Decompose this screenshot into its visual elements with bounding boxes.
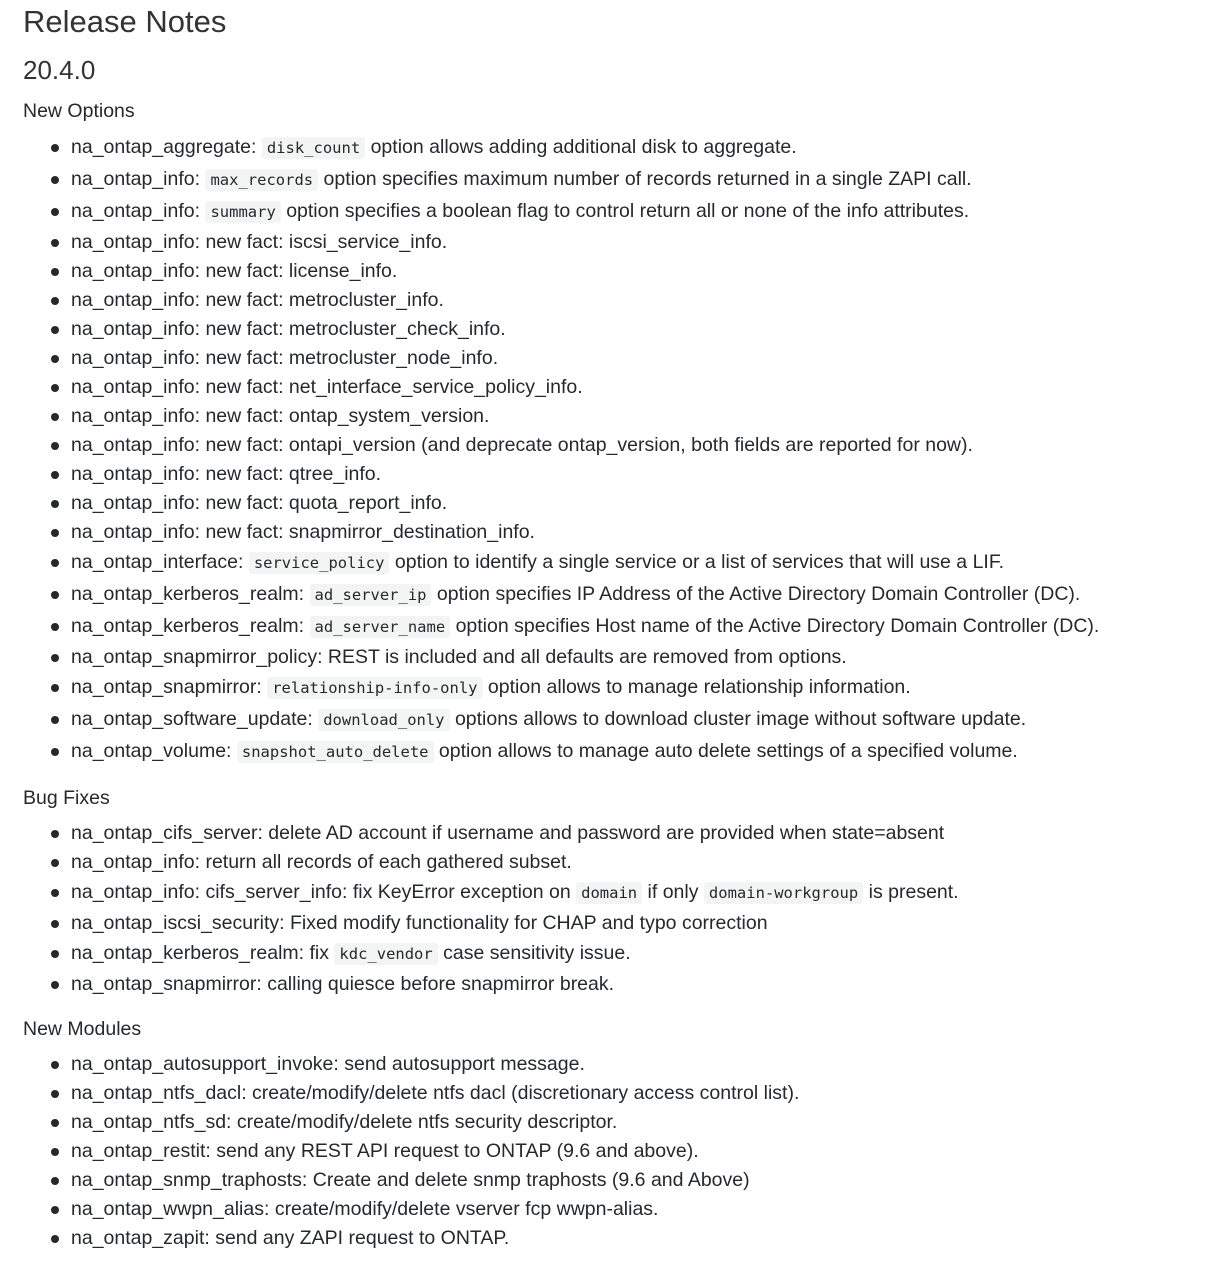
item-text: na_ontap_info: new fact: metrocluster_node_info. [71, 347, 499, 369]
list-item [51, 1224, 1209, 1253]
item-text: option allows to manage relationship information. [482, 676, 911, 698]
inline-code: kdc_vendor [334, 943, 437, 965]
item-text: na_ontap_info: new fact: ontap_system_version. [71, 405, 490, 427]
item-text: na_ontap_info: new fact: snapmirror_destination_info. [71, 521, 535, 543]
item-text: na_ontap_snmp_traphosts: Create and delete snmp traphosts (9.6 and Above) [71, 1169, 750, 1191]
item-text: na_ontap_software_update: [71, 708, 319, 730]
list-item [51, 1108, 1209, 1137]
inline-code: download_only [318, 709, 449, 731]
item-text: option specifies maximum number of records returned in a single ZAPI call. [318, 168, 972, 190]
item-text: na_ontap_info: new fact: iscsi_service_info. [71, 231, 448, 253]
item-text: na_ontap_ntfs_dacl: create/modify/delete ntfs dacl (discretionary access control list). [71, 1082, 800, 1104]
item-text: na_ontap_info: return all records of each gathered subset. [71, 851, 572, 873]
section-new-options [23, 98, 1209, 768]
list-item [51, 547, 1209, 579]
item-text: option to identify a single service or a list of services that will use a LIF. [389, 551, 1005, 573]
item-text: na_ontap_snapmirror_policy: REST is included and all defaults are removed from options. [71, 646, 847, 668]
item-text: na_ontap_kerberos_realm: fix [71, 942, 335, 964]
item-text: option specifies a boolean flag to control return all or none of the info attributes. [280, 200, 970, 222]
list-item [51, 373, 1209, 402]
item-text: na_ontap_iscsi_security: Fixed modify functionality for CHAP and typo correction [71, 912, 768, 934]
list-item [51, 228, 1209, 257]
list-item [51, 909, 1209, 938]
bug-fixes-list [23, 819, 1209, 999]
list-item [51, 611, 1209, 643]
list-item [51, 1137, 1209, 1166]
item-text: na_ontap_info: new fact: net_interface_service_policy_info. [71, 376, 583, 398]
inline-code: disk_count [262, 137, 365, 159]
list-item [51, 431, 1209, 460]
inline-code: domain [576, 882, 642, 904]
list-item [51, 704, 1209, 736]
inline-code: snapshot_auto_delete [237, 741, 434, 763]
item-text: na_ontap_volume: [71, 740, 237, 762]
item-text: options allows to download cluster image without software update. [449, 708, 1027, 730]
list-item [51, 1166, 1209, 1195]
inline-code: domain-workgroup [704, 882, 863, 904]
inline-code: ad_server_name [310, 616, 451, 638]
list-item [51, 315, 1209, 344]
new-options-list [23, 132, 1209, 768]
list-item [51, 1079, 1209, 1108]
list-item [51, 196, 1209, 228]
item-text: if only [642, 881, 704, 903]
item-text: na_ontap_kerberos_realm: [71, 583, 310, 605]
item-text: option specifies IP Address of the Active Directory Domain Controller (DC). [431, 583, 1081, 605]
list-item [51, 848, 1209, 877]
list-item [51, 877, 1209, 909]
list-item [51, 579, 1209, 611]
section-new-modules [23, 1016, 1209, 1253]
list-item [51, 1195, 1209, 1224]
item-text: na_ontap_info: new fact: qtree_info. [71, 463, 382, 485]
list-item [51, 819, 1209, 848]
item-text: na_ontap_restit: send any REST API request to ONTAP (9.6 and above). [71, 1140, 699, 1162]
item-text: na_ontap_info: [71, 168, 206, 190]
section-heading: New Options [23, 100, 135, 122]
list-item [51, 402, 1209, 431]
inline-code: summary [205, 201, 280, 223]
inline-code: service_policy [249, 552, 390, 574]
list-item [51, 643, 1209, 672]
item-text: na_ontap_info: new fact: license_info. [71, 260, 398, 282]
list-item [51, 132, 1209, 164]
list-item [51, 938, 1209, 970]
item-text: na_ontap_interface: [71, 551, 249, 573]
item-text: option specifies Host name of the Active Directory Domain Controller (DC). [450, 615, 1100, 637]
list-item [51, 257, 1209, 286]
list-item [51, 489, 1209, 518]
item-text: na_ontap_autosupport_invoke: send autosupport message. [71, 1053, 585, 1075]
section-heading: Bug Fixes [23, 787, 110, 809]
item-text: na_ontap_info: new fact: metrocluster_check_info. [71, 318, 506, 340]
new-modules-list [23, 1050, 1209, 1253]
item-text: na_ontap_kerberos_realm: [71, 615, 310, 637]
item-text: na_ontap_info: new fact: ontapi_version (and deprecate ontap_version, both fields are reported for now). [71, 434, 973, 456]
list-item [51, 970, 1209, 999]
item-text: na_ontap_zapit: send any ZAPI request to ONTAP. [71, 1227, 510, 1249]
item-text: is present. [863, 881, 959, 903]
list-item [51, 344, 1209, 373]
version-heading: 20.4.0 [23, 55, 96, 85]
page-title: Release Notes [23, 4, 227, 39]
item-text: na_ontap_aggregate: [71, 136, 262, 158]
section-heading: New Modules [23, 1018, 142, 1040]
item-text: na_ontap_snapmirror: calling quiesce before snapmirror break. [71, 973, 615, 995]
item-text: option allows adding additional disk to aggregate. [365, 136, 797, 158]
item-text: na_ontap_wwpn_alias: create/modify/delete vserver fcp wwpn-alias. [71, 1198, 659, 1220]
list-item [51, 736, 1209, 768]
list-item [51, 1050, 1209, 1079]
inline-code: relationship-info-only [267, 677, 482, 699]
list-item [51, 672, 1209, 704]
item-text: na_ontap_info: new fact: quota_report_info. [71, 492, 448, 514]
list-item [51, 460, 1209, 489]
inline-code: ad_server_ip [310, 584, 432, 606]
list-item [51, 518, 1209, 547]
item-text: na_ontap_info: new fact: metrocluster_info. [71, 289, 444, 311]
section-bug-fixes [23, 785, 1209, 999]
item-text: na_ontap_info: [71, 200, 206, 222]
inline-code: max_records [205, 169, 318, 191]
list-item [51, 164, 1209, 196]
item-text: na_ontap_info: cifs_server_info: fix KeyError exception on [71, 881, 577, 903]
item-text: case sensitivity issue. [437, 942, 631, 964]
item-text: na_ontap_ntfs_sd: create/modify/delete ntfs security descriptor. [71, 1111, 618, 1133]
item-text: option allows to manage auto delete settings of a specified volume. [433, 740, 1018, 762]
list-item [51, 286, 1209, 315]
item-text: na_ontap_snapmirror: [71, 676, 268, 698]
item-text: na_ontap_cifs_server: delete AD account if username and password are provided when state=absent [71, 822, 945, 844]
